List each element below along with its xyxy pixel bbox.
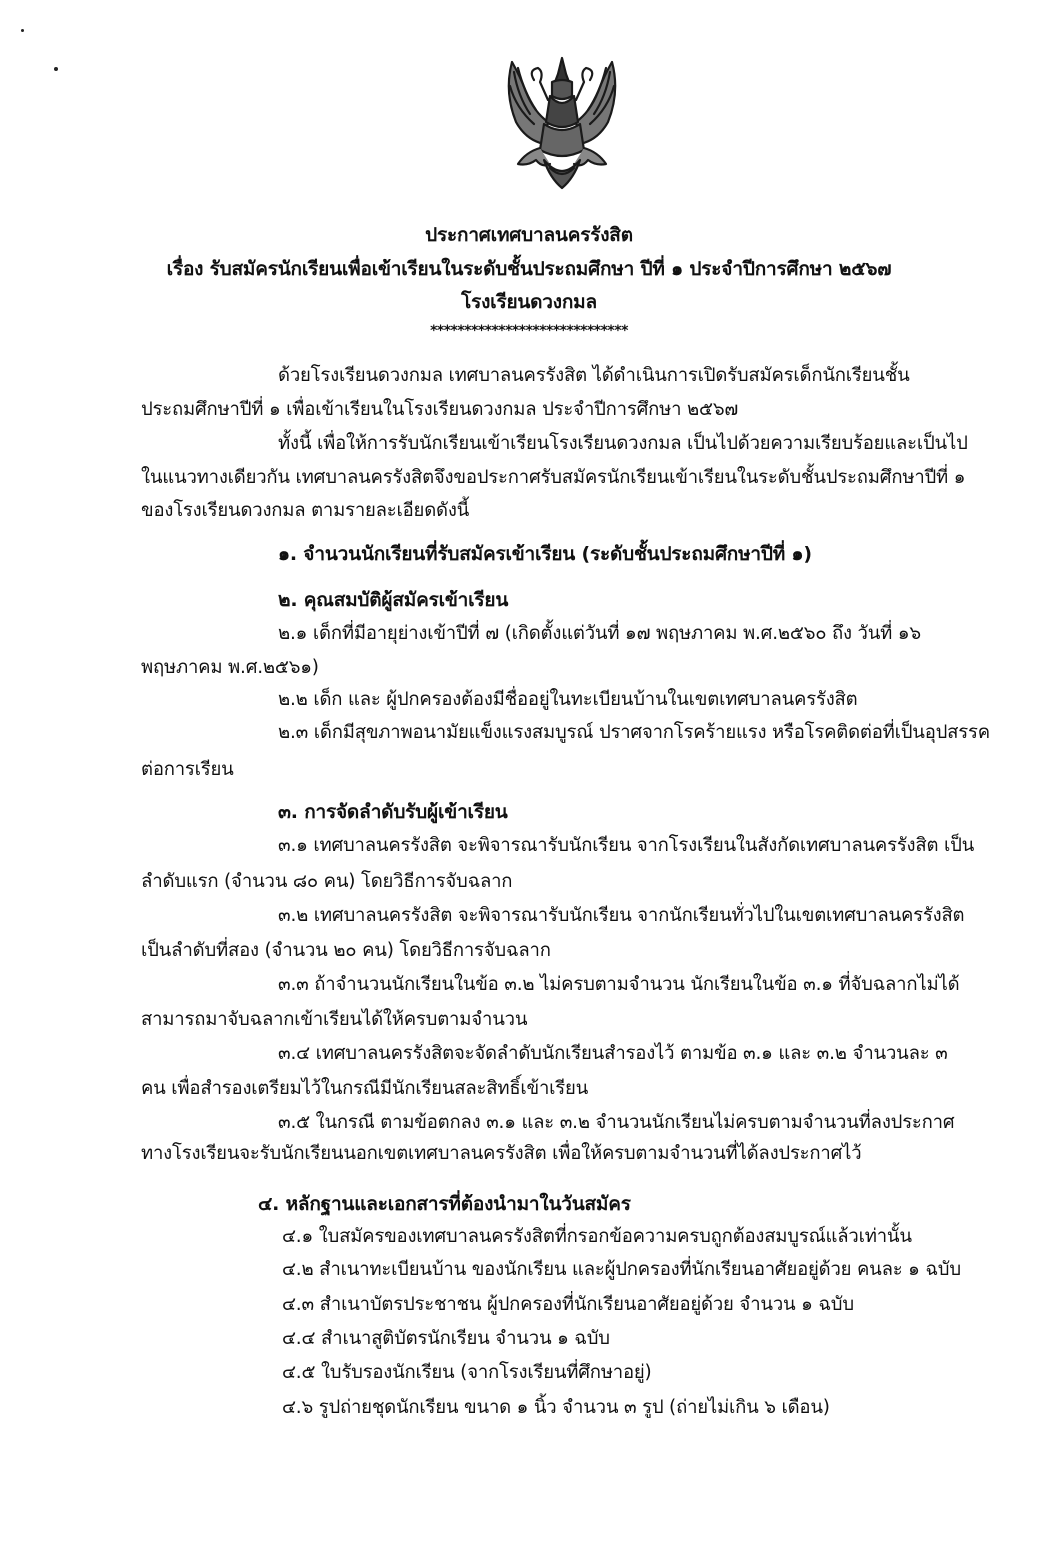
section-3-item-1-cont: ลำดับแรก (จำนวน ๘๐ คน) โดยวิธีการจับฉลาก bbox=[141, 871, 513, 892]
announcement-subject: เรื่อง รับสมัครนักเรียนเพื่อเข้าเรียนในระดับชั้นประถมศึกษา ปีที่ ๑ ประจำปีการศึกษา ๒๕๖๗ bbox=[166, 258, 892, 280]
section-3-item-2-cont: เป็นลำดับที่สอง (จำนวน ๒๐ คน) โดยวิธีการจับฉลาก bbox=[141, 940, 551, 961]
section-3-item-4-cont: คน เพื่อสำรองเตรียมไว้ในกรณีมีนักเรียนสละสิทธิ์เข้าเรียน bbox=[141, 1078, 589, 1099]
garuda-emblem-icon bbox=[500, 52, 624, 194]
section-3-heading: ๓. การจัดลำดับรับผู้เข้าเรียน bbox=[278, 801, 508, 823]
section-3-item-5: ๓.๕ ในกรณี ตามข้อตกลง ๓.๑ และ ๓.๒ จำนวนนักเรียนไม่ครบตามจำนวนที่ลงประกาศ bbox=[278, 1112, 955, 1133]
section-2-heading: ๒. คุณสมบัติผู้สมัครเข้าเรียน bbox=[278, 589, 509, 611]
section-3-item-5-cont: ทางโรงเรียนจะรับนักเรียนนอกเขตเทศบาลนครรังสิต เพื่อให้ครบตามจำนวนที่ได้ลงประกาศไว้ bbox=[141, 1143, 862, 1164]
separator-stars: ***************************** bbox=[430, 323, 628, 339]
intro-paragraph-2-cont: ในแนวทางเดียวกัน เทศบาลนครรังสิตจึงขอประกาศรับสมัครนักเรียนเข้าเรียนในระดับชั้นประถมศึกษาปีที่ ๑ bbox=[141, 467, 966, 488]
scan-speck bbox=[21, 29, 24, 32]
section-4-item: ๔.๕ ใบรับรองนักเรียน (จากโรงเรียนที่ศึกษาอยู่) bbox=[282, 1362, 652, 1383]
section-3-item-1: ๓.๑ เทศบาลนครรังสิต จะพิจารณารับนักเรียน จากโรงเรียนในสังกัดเทศบาลนครรังสิต เป็น bbox=[278, 835, 975, 856]
section-4-item: ๔.๓ สำเนาบัตรประชาชน ผู้ปกครองที่นักเรียนอาศัยอยู่ด้วย จำนวน ๑ ฉบับ bbox=[282, 1294, 854, 1315]
intro-paragraph-2-cont: ของโรงเรียนดวงกมล ตามรายละเอียดดังนี้ bbox=[141, 500, 470, 521]
section-3-item-4: ๓.๔ เทศบาลนครรังสิตจะจัดลำดับนักเรียนสำรองไว้ ตามข้อ ๓.๑ และ ๓.๒ จำนวนละ ๓ bbox=[278, 1043, 948, 1064]
section-4-item: ๔.๑ ใบสมัครของเทศบาลนครรังสิตที่กรอกข้อความครบถูกต้องสมบูรณ์แล้วเท่านั้น bbox=[282, 1226, 912, 1247]
section-2-item-1: ๒.๑ เด็กที่มีอายุย่างเข้าปีที่ ๗ (เกิดตั้งแต่วันที่ ๑๗ พฤษภาคม พ.ศ.๒๕๖๐ ถึง วันที่ ๑๖ bbox=[278, 623, 921, 644]
section-4-item: ๔.๒ สำเนาทะเบียนบ้าน ของนักเรียน และผู้ปกครองที่นักเรียนอาศัยอยู่ด้วย คนละ ๑ ฉบับ bbox=[282, 1259, 961, 1280]
section-2-item-3: ๒.๓ เด็กมีสุขภาพอนามัยแข็งแรงสมบูรณ์ ปราศจากโรคร้ายแรง หรือโรคติดต่อที่เป็นอุปสรรค bbox=[278, 722, 990, 743]
section-2-item-3-cont: ต่อการเรียน bbox=[141, 759, 234, 780]
scan-speck bbox=[54, 67, 58, 71]
intro-paragraph-2: ทั้งนี้ เพื่อให้การรับนักเรียนเข้าเรียนโรงเรียนดวงกมล เป็นไปด้วยความเรียบร้อยและเป็นไป bbox=[278, 433, 968, 454]
section-4-item: ๔.๖ รูปถ่ายชุดนักเรียน ขนาด ๑ นิ้ว จำนวน ๓ รูป (ถ่ายไม่เกิน ๖ เดือน) bbox=[282, 1397, 830, 1418]
section-2-item-1-cont: พฤษภาคม พ.ศ.๒๕๖๑) bbox=[141, 657, 319, 678]
intro-paragraph-1-cont: ประถมศึกษาปีที่ ๑ เพื่อเข้าเรียนในโรงเรียนดวงกมล ประจำปีการศึกษา ๒๕๖๗ bbox=[141, 399, 739, 420]
section-3-item-3-cont: สามารถมาจับฉลากเข้าเรียนได้ให้ครบตามจำนวน bbox=[141, 1009, 528, 1030]
section-2-item-2: ๒.๒ เด็ก และ ผู้ปกครองต้องมีชื่ออยู่ในทะเบียนบ้านในเขตเทศบาลนครรังสิต bbox=[278, 689, 858, 710]
intro-paragraph-1: ด้วยโรงเรียนดวงกมล เทศบาลนครรังสิต ได้ดำเนินการเปิดรับสมัครเด็กนักเรียนชั้น bbox=[278, 365, 910, 386]
section-4-heading: ๔. หลักฐานและเอกสารที่ต้องนำมาในวันสมัคร bbox=[258, 1193, 631, 1215]
announcement-title: ประกาศเทศบาลนครรังสิต bbox=[425, 224, 633, 246]
section-3-item-2: ๓.๒ เทศบาลนครรังสิต จะพิจารณารับนักเรียน จากนักเรียนทั่วไปในเขตเทศบาลนครรังสิต bbox=[278, 905, 965, 926]
school-name: โรงเรียนดวงกมล bbox=[461, 291, 597, 313]
section-1-heading: ๑. จำนวนนักเรียนที่รับสมัครเข้าเรียน (ระดับชั้นประถมศึกษาปีที่ ๑) bbox=[278, 543, 812, 565]
section-3-item-3: ๓.๓ ถ้าจำนวนนักเรียนในข้อ ๓.๒ ไม่ครบตามจำนวน นักเรียนในข้อ ๓.๑ ที่จับฉลากไม่ได้ bbox=[278, 974, 960, 995]
section-4-item: ๔.๔ สำเนาสูติบัตรนักเรียน จำนวน ๑ ฉบับ bbox=[282, 1328, 610, 1349]
